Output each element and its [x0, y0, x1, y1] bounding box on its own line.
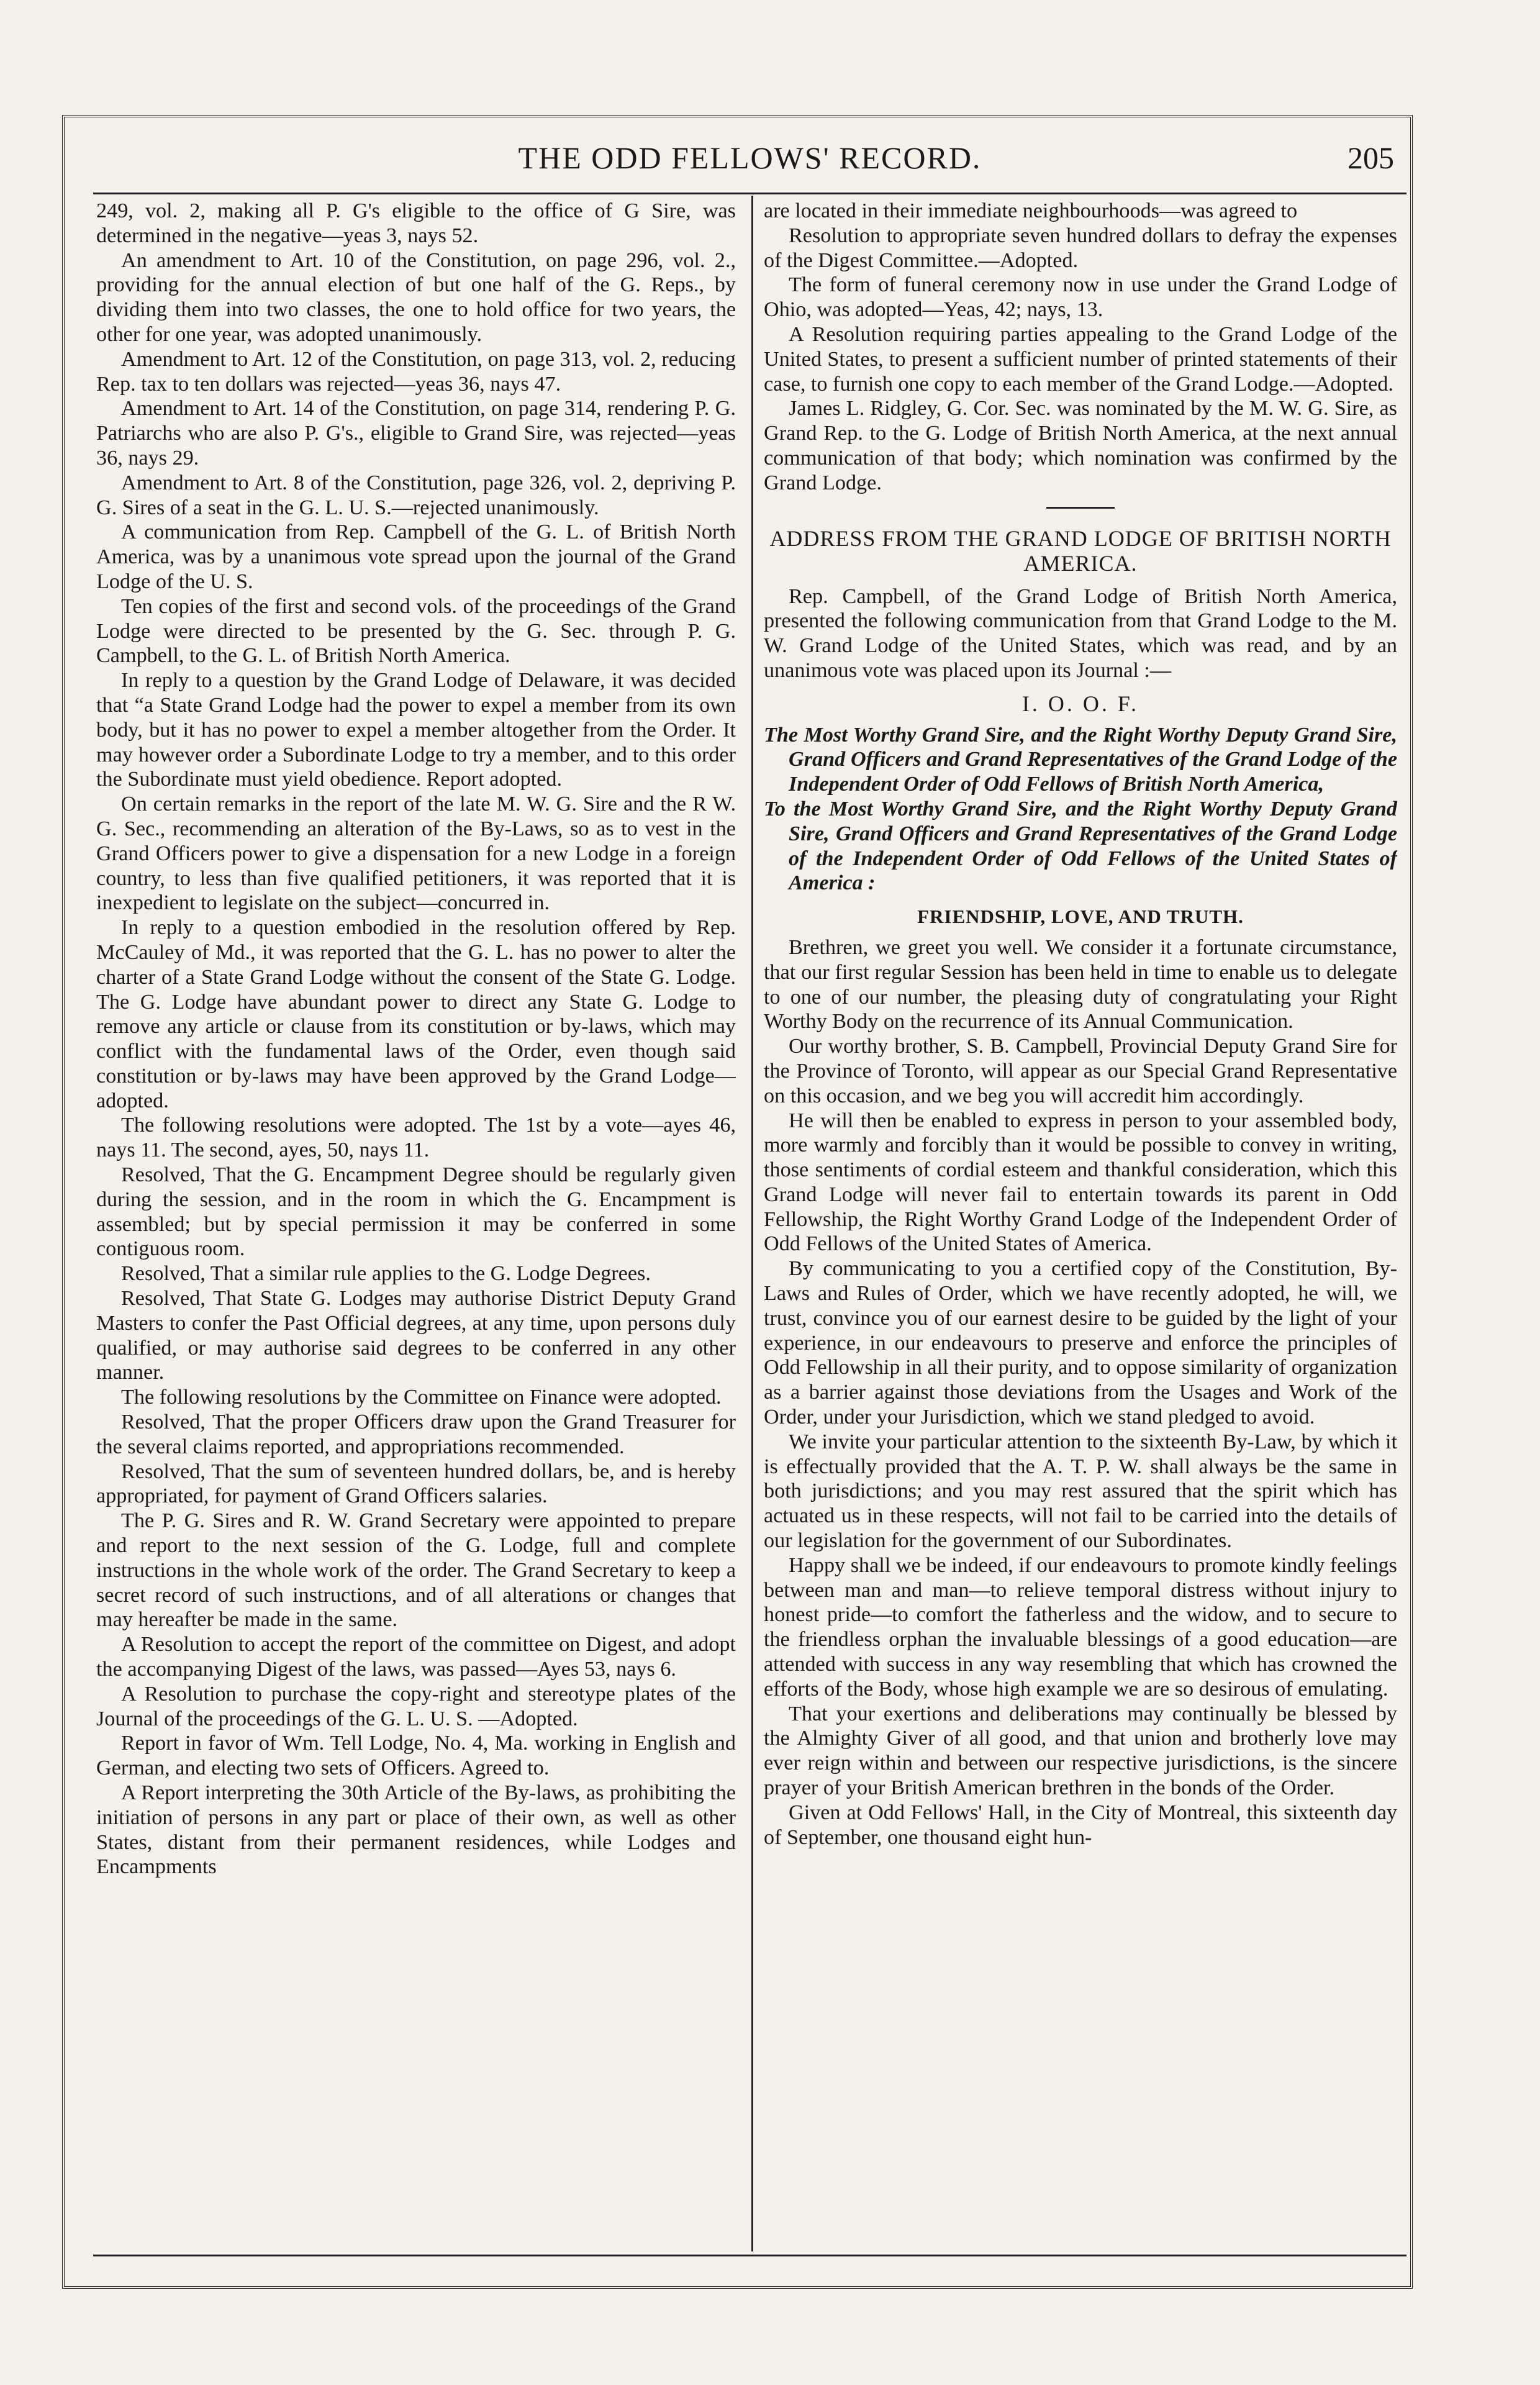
paragraph: Resolution to appropriate seven hundred dollars to defray the expenses of the Digest Committee.—Adopted. [764, 224, 1397, 272]
paragraph: Ten copies of the first and second vols. of the proceedings of the Grand Lodge were directed to be presented by the G. Sec. through P. G. Campbell, to the G. L. of British North America. [96, 594, 736, 668]
section-separator [1046, 507, 1115, 509]
resolution-paragraph: Resolved, That the proper Officers draw upon the Grand Treasurer for the several claims reported, and appropriations recommended. [96, 1411, 736, 1458]
paragraph: The following resolutions by the Committee on Finance were adopted. [121, 1386, 722, 1409]
paragraph: 249, vol. 2, making all P. G's eligible to the office of G Sire, was determined in the negative—yeas 3, nays 52. [96, 199, 736, 247]
salutation-from: The Most Worthy Grand Sire, and the Right Worthy Deputy Grand Sire, Grand Officers and Grand Representatives of the Grand Lodge of the Independent Order of Odd Fellows of British North America, [764, 723, 1397, 796]
resolution-paragraph: Resolved, That the G. Encampment Degree should be regularly given during the session, and in the room in which the G. Encampment is assembled; but by special permission it may be conferred in some contiguous room. [96, 1163, 736, 1261]
paragraph: are located in their immediate neighbourhoods—was agreed to [764, 199, 1298, 222]
paragraph: In reply to a question embodied in the resolution offered by Rep. McCauley of Md., it was reported that the G. L. has no power to alter the charter of a State Grand Lodge without the consent of the State G. Lodge. The G. Lodge have abundant power to direct any State G. Lodge to remove any article or clause from its constitution or by-laws, which may conflict with the fundamental laws of the Order, even though said constitution or by-laws may have been approved by the Grand Lodge—adopted. [96, 916, 736, 1112]
paragraph: Amendment to Art. 12 of the Constitution, on page 313, vol. 2, reducing Rep. tax to ten dollars was rejected—yeas 36, nays 47. [96, 347, 736, 396]
paragraph: A Resolution to accept the report of the committee on Digest, and adopt the accompanying Digest of the laws, was passed—Ayes 53, nays 6. [96, 1633, 736, 1681]
paragraph: The form of funeral ceremony now in use under the Grand Lodge of Ohio, was adopted—Yeas, 42; nays, 13. [764, 273, 1397, 322]
paragraph: A Resolution to purchase the copy-right and stereotype plates of the Journal of the proceedings of the G. L. U. S. —Adopted. [96, 1682, 736, 1730]
footer-rule [93, 2255, 1406, 2256]
letter-paragraph: By communicating to you a certified copy of the Constitution, By-Laws and Rules of Order, which we have recently adopted, he will, we trust, convince you of our earnest desire to be guided by the light of your experience, in our endeavours to preserve and enforce the principles of Odd Fellowship in all their purity, and to oppose similarity of organization as a barrier against those deviations from the Usages and Work of the Order, under your Jurisdiction, which we stand pledged to avoid. [764, 1257, 1397, 1429]
paragraph: A Resolution requiring parties appealing to the Grand Lodge of the United States, to present a sufficient number of printed statements of their case, to furnish one copy to each member of the Grand Lodge.—Adopted. [764, 322, 1397, 396]
paragraph: An amendment to Art. 10 of the Constitution, on page 296, vol. 2., providing for the annual election of but one half of the G. Reps., by dividing them into two classes, the one to hold office for two years, the other for one year, was adopted unanimously. [96, 248, 736, 346]
resolution-paragraph: Resolved, That a similar rule applies to the G. Lodge Degrees. [121, 1262, 651, 1286]
page-number: 205 [1348, 140, 1394, 175]
paragraph: On certain remarks in the report of the late M. W. G. Sire and the R W. G. Sec., recommending an alteration of the By-Laws, so as to vest in the Grand Officers power to give a dispensation for a new Lodge in a foreign country, to less than five qualified petitioners, it was reported that it is inexpedient to legislate on the subject—concurred in. [96, 793, 736, 915]
letter-paragraph: Our worthy brother, S. B. Campbell, Provincial Deputy Grand Sire for the Province of Toronto, will appear as our Special Grand Representative on this occasion, and we beg you will accredit him accordingly. [764, 1035, 1397, 1107]
paragraph: A communication from Rep. Campbell of the G. L. of British North America, was by a unanimous vote spread upon the journal of the Grand Lodge of the U. S. [96, 520, 736, 593]
paragraph: Amendment to Art. 8 of the Constitution, page 326, vol. 2, depriving P. G. Sires of a seat in the G. L. U. S.—rejected unanimously. [96, 471, 736, 519]
paragraph: In reply to a question by the Grand Lodge of Delaware, it was decided that “a State Grand Lodge had the power to expel a member from its own body, but it has no power to expel a member altogether from the Order. It may however order a Subordinate Lodge to try a member, and to this order the Subordinate must yield obedience. Report adopted. [96, 669, 736, 791]
ioof-heading: I. O. O. F. [1021, 691, 1139, 716]
paragraph: The P. G. Sires and R. W. Grand Secretary were appointed to prepare and report to the next session of the G. Lodge, full and complete instructions in the whole work of the order. The Grand Secretary to keep a secret record of such instructions, and of all alterations or changes that may hereafter be made in the same. [96, 1509, 736, 1632]
paragraph: Report in favor of Wm. Tell Lodge, No. 4, Ma. working in English and German, and electing two sets of Officers. Agreed to. [96, 1732, 736, 1780]
left-column [96, 199, 736, 2248]
letter-paragraph: Brethren, we greet you well. We consider it a fortunate circumstance, that our first regular Session has been held in time to enable us to delegate to one of our number, the pleasing duty of congratulating your Right Worthy Body on the recurrence of its Annual Communication. [764, 935, 1397, 1034]
letter-paragraph: Given at Odd Fellows' Hall, in the City of Montreal, this sixteenth day of September, one thousand eight hun- [764, 1801, 1397, 1849]
salutation-to: To the Most Worthy Grand Sire, and the Right Worthy Deputy Grand Sire, Grand Officers and Grand Representatives of the Grand Lodge of the Independent Order of Odd Fellows of the United States of America : [764, 797, 1397, 895]
paragraph: Amendment to Art. 14 of the Constitution, on page 314, rendering P. G. Patriarchs who are also P. G's., eligible to Grand Sire, was rejected—yeas 36, nays 29. [96, 397, 736, 470]
right-column [764, 199, 1397, 2248]
paragraph: A Report interpreting the 30th Article of the By-laws, as prohibiting the initiation of persons in any part or place of their own, as well as other States, distant from their permanent residences, while Lodges and Encampments [96, 1781, 736, 1879]
intro-paragraph: Rep. Campbell, of the Grand Lodge of British North America, presented the following communication from that Grand Lodge to the M. W. Grand Lodge of the United States, which was read, and by an unanimous vote was placed upon its Journal :— [764, 584, 1397, 682]
letter-paragraph: He will then be enabled to express in person to your assembled body, more warmly and forcibly than it would be possible to convey in writing, those sentiments of cordial esteem and thankful consideration, which this Grand Lodge will never fail to entertain towards its parent in Odd Fellowship, the Right Worthy Grand Lodge of the Independent Order of Odd Fellows of the United States of America. [764, 1109, 1397, 1256]
column-divider [751, 196, 753, 2251]
paragraph: The following resolutions were adopted. The 1st by a vote—ayes 46, nays 11. The second, ayes, 50, nays 11. [96, 1114, 736, 1162]
letter-paragraph: We invite your particular attention to the sixteenth By-Law, by which it is effectually provided that the A. T. P. W. shall always be the same in both jurisdictions; and you may rest assured that the spirit which has actuated us in these respects, will not fail to be carried into the details of our legislation for the government of our Subordinates. [764, 1430, 1397, 1553]
resolution-paragraph: Resolved, That the sum of seventeen hundred dollars, be, and is hereby appropriated, for payment of Grand Officers salaries. [96, 1460, 736, 1508]
letter-paragraph: Happy shall we be indeed, if our endeavours to promote kindly feelings between man and man—to relieve temporal distress without injury to honest pride—to comfort the fatherless and the widow, and to secure to the friendless orphan the invaluable blessings of a good education—are attended with success in any way resembling that which has crowned the efforts of the Body, whose high example we are so desirous of emulating. [764, 1553, 1397, 1701]
page-header [93, 140, 1406, 196]
motto: FRIENDSHIP, LOVE, AND TRUTH. [917, 906, 1244, 928]
letter-paragraph: That your exertions and deliberations may continually be blessed by the Almighty Giver of all good, and that union and brotherly love may ever reign within and between our respective jurisdictions, is the sincere prayer of your British American brethren in the bonds of the Order. [764, 1702, 1397, 1800]
paragraph: James L. Ridgley, G. Cor. Sec. was nominated by the M. W. G. Sire, as Grand Rep. to the G. Lodge of British North America, at the next annual communication of that body; which nomination was confirmed by the Grand Lodge. [764, 397, 1397, 494]
journal-title: THE ODD FELLOWS' RECORD. [518, 140, 982, 175]
resolution-paragraph: Resolved, That State G. Lodges may authorise District Deputy Grand Masters to confer the Past Official degrees, at any time, upon persons duly qualified, or may authorise said degrees to be conferred in any other manner. [96, 1287, 736, 1384]
section-heading: ADDRESS FROM THE GRAND LODGE OF BRITISH NORTH AMERICA. [769, 525, 1392, 576]
